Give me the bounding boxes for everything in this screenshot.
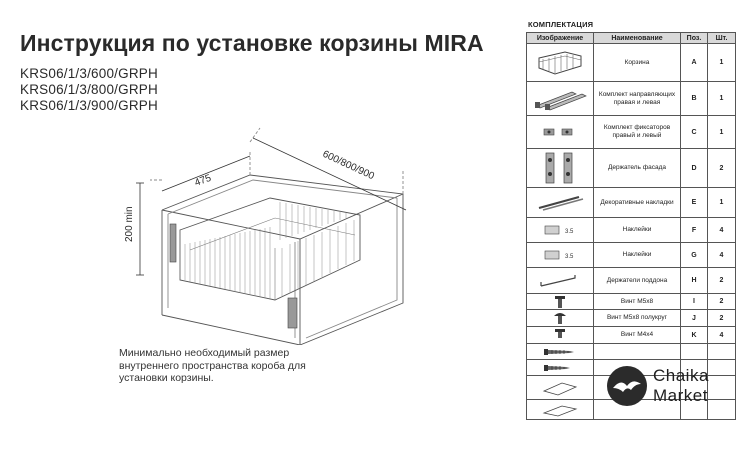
tray-holder-icon [527, 268, 594, 294]
table-row [527, 243, 736, 268]
screw-icon [527, 327, 594, 344]
part-position: A [681, 44, 708, 82]
table-row [527, 82, 736, 116]
cabinet-drawing [110, 120, 430, 345]
part-quantity [708, 344, 736, 360]
model-code: KRS06/1/3/600/GRPH [20, 66, 158, 81]
part-quantity: 1 [708, 44, 736, 82]
part-name: Наклейки [594, 218, 681, 243]
table-row [527, 268, 736, 294]
screw-icon [527, 294, 594, 310]
table-row [527, 327, 736, 344]
sticker-icon [527, 218, 594, 243]
column-header: Наименование [594, 33, 681, 44]
part-name: Наклейки [594, 243, 681, 268]
table-row [527, 44, 736, 82]
column-header: Шт. [708, 33, 736, 44]
part-quantity: 4 [708, 243, 736, 268]
guide-rails-icon [527, 82, 594, 116]
part-name: Держатели поддона [594, 268, 681, 294]
tray-icon [527, 376, 594, 400]
part-position: B [681, 82, 708, 116]
basket-icon [527, 44, 594, 82]
part-quantity: 2 [708, 294, 736, 310]
part-quantity: 2 [708, 149, 736, 188]
part-position: C [681, 116, 708, 149]
table-row [527, 310, 736, 327]
part-quantity: 1 [708, 82, 736, 116]
part-quantity: 1 [708, 116, 736, 149]
document-title: Инструкция по установке корзины MIRA [20, 30, 484, 56]
part-position: J [681, 310, 708, 327]
part-quantity: 2 [708, 310, 736, 327]
part-name: Винт М5х8 [594, 294, 681, 310]
dimension-height: 200 min [124, 206, 135, 242]
part-name: Декоративные накладки [594, 188, 681, 218]
wood-screw-icon [527, 344, 594, 360]
part-name: Комплект направляющих правая и левая [594, 82, 681, 116]
logo-text [653, 366, 709, 406]
part-name: Винт М4х4 [594, 327, 681, 344]
part-position: I [681, 294, 708, 310]
part-position: F [681, 218, 708, 243]
table-row [527, 218, 736, 243]
table-row [527, 344, 736, 360]
table-row [527, 116, 736, 149]
logo-line: Chaika [653, 366, 709, 385]
part-name: Держатель фасада [594, 149, 681, 188]
part-position [681, 344, 708, 360]
clamps-icon [527, 116, 594, 149]
model-list [20, 66, 158, 114]
round-screw-icon [527, 310, 594, 327]
table-row [527, 188, 736, 218]
model-code: KRS06/1/3/800/GRPH [20, 82, 158, 97]
column-header: Изображение [527, 33, 594, 44]
trim-strips-icon [527, 188, 594, 218]
column-header: Поз. [681, 33, 708, 44]
part-quantity: 4 [708, 218, 736, 243]
facade-holder-icon [527, 149, 594, 188]
part-quantity: 2 [708, 268, 736, 294]
seagull-logo-icon [605, 364, 649, 408]
table-row [527, 149, 736, 188]
part-quantity: 1 [708, 188, 736, 218]
part-position: K [681, 327, 708, 344]
part-name: Корзина [594, 44, 681, 82]
part-position: E [681, 188, 708, 218]
spec-title: КОМПЛЕКТАЦИЯ [528, 20, 594, 29]
part-position: G [681, 243, 708, 268]
part-quantity: 4 [708, 327, 736, 344]
table-row [527, 294, 736, 310]
dimension-note: Минимально необходимый размер внутреннего пространства короба для установки корзины. [119, 347, 306, 384]
dimension-width: 600/800/900 [320, 148, 376, 183]
sticker-size-label: 3.5 [565, 254, 574, 260]
sticker-icon [527, 243, 594, 268]
dimension-depth: 475 [193, 172, 213, 189]
sticker-size-label: 3.5 [565, 229, 574, 235]
part-name: Винт М5х8 полукруг [594, 310, 681, 327]
model-code: KRS06/1/3/900/GRPH [20, 98, 158, 113]
logo-line: Market [653, 386, 708, 405]
part-name [594, 344, 681, 360]
table-header-row [527, 33, 736, 44]
board-icon [527, 400, 594, 420]
part-position: D [681, 149, 708, 188]
chaika-market-logo [605, 362, 745, 412]
part-position: H [681, 268, 708, 294]
wood-screw-icon [527, 360, 594, 376]
part-name: Комплект фиксаторов правый и левый [594, 116, 681, 149]
